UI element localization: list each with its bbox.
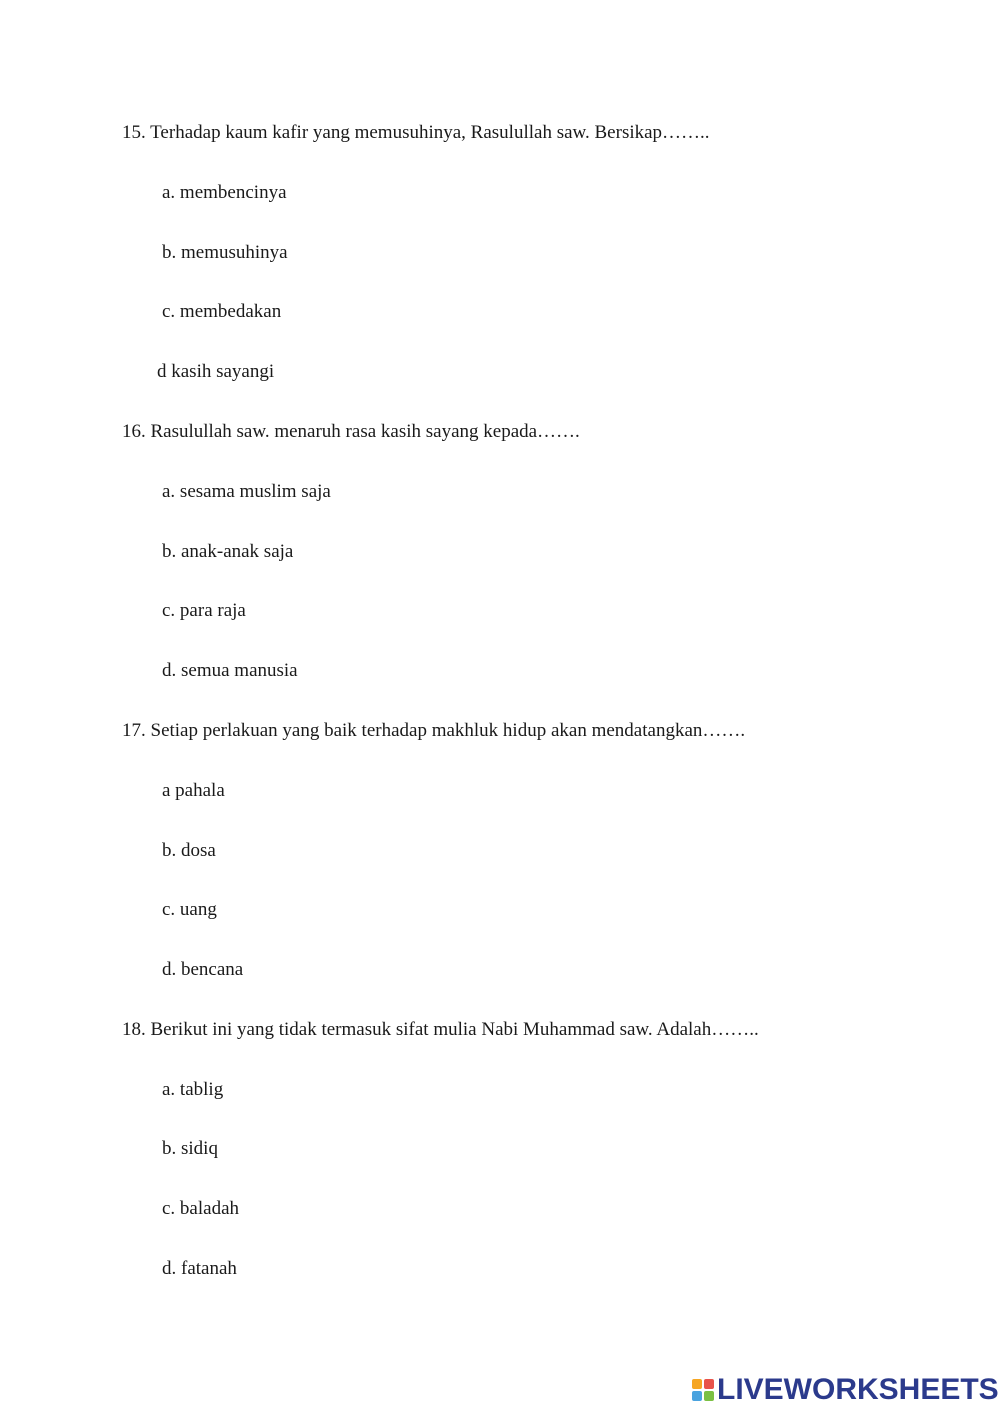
q18-option-a: a. tablig (162, 1079, 224, 1100)
q17-option-a: a pahala (162, 780, 225, 801)
q15-option-b: b. memusuhinya (162, 242, 288, 263)
q16-option-a: a. sesama muslim saja (162, 481, 331, 502)
liveworksheets-logo-icon (692, 1379, 714, 1401)
question-18: 18. Berikut ini yang tidak termasuk sifat mulia Nabi Muhammad saw. Adalah…….. (122, 1019, 759, 1040)
q16-option-d: d. semua manusia (162, 660, 298, 681)
question-15: 15. Terhadap kaum kafir yang memusuhinya, Rasulullah saw. Bersikap…….. (122, 122, 710, 143)
q17-option-c: c. uang (162, 899, 217, 920)
q18-option-d: d. fatanah (162, 1258, 237, 1279)
liveworksheets-logo (692, 1373, 999, 1406)
q15-option-c: c. membedakan (162, 301, 282, 322)
question-16: 16. Rasulullah saw. menaruh rasa kasih sayang kepada……. (122, 421, 580, 442)
logo-text: LIVEWORKSHEETS (717, 1373, 999, 1406)
q15-option-d: d kasih sayangi (157, 361, 275, 382)
q17-option-b: b. dosa (162, 840, 216, 861)
question-17: 17. Setiap perlakuan yang baik terhadap makhluk hidup akan mendatangkan……. (122, 720, 746, 741)
q18-option-b: b. sidiq (162, 1138, 218, 1159)
q16-option-c: c. para raja (162, 600, 246, 621)
q15-option-a: a. membencinya (162, 182, 287, 203)
q18-option-c: c. baladah (162, 1198, 240, 1219)
q17-option-d: d. bencana (162, 959, 244, 980)
q16-option-b: b. anak-anak saja (162, 541, 294, 562)
